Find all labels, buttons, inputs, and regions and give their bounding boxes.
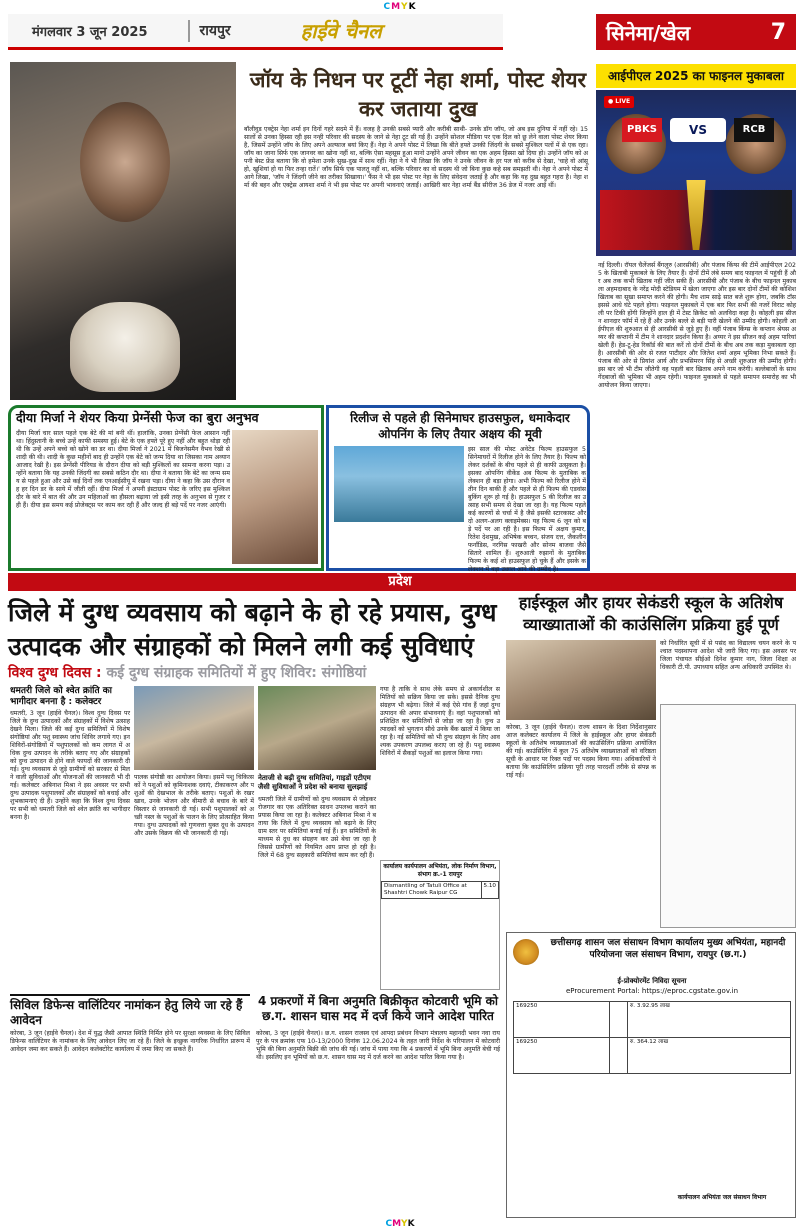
section-banner: [596, 14, 796, 50]
ad-url: eProcurement Portal: https://eproc.cgstate.gov.in: [565, 987, 739, 995]
deepa-body: दीया मिर्जा चार साल पहले एक बेटे की मां बनी थीं। हालांकि, उनका प्रेग्नेंसी फेज आसान नहीं था। हिंदुस्तानी के बच्चे उन्हें काफी समस्या हुई। बेटे के एक हफ्ते पूरे हुए नहीं और बहुत थोड़ा रही थी कि उन्हें अपने बच्चे को खोने का डर था। दीया मिर्जा ने 2021 में बिजनेसमैन वैभव रेखी से शादी की थी। शादी के कुछ महीनों बाद ही उन्होंने एक बेटे को जन्म दिया था जिसका नाम अव्यान आजाद रेखी है। इस प्रेग्नेंसी पीरियड के दौरान दीया को बड़ी मुश्किलों का सामना करना पड़ा। उन्होंने बताया कि यह उनकी जिंदगी का सबसे कठिन दौर था। दीया ने बताया कि बेटे का जन्म समय से पहले हुआ और उसे कई दिनों तक एनआईसीयू में रखना पड़ा। दीया ने कहा कि उस दौरान वह हर दिन डर के साये में जीती रहीं। दीया मिर्जा ने अपनी इंस्टाग्राम पोस्ट के जरिए इस मुश्किल दौर के बारे में बात की और उन महिलाओं का हौसला बढ़ाया जो इसी तरह के अनुभव से गुजर रही हैं। दीया इस समय कई प्रोजेक्ट्स पर काम कर रही हैं और जल्द ही बड़े पर्दे पर नजर आएंगी।: [16, 430, 230, 509]
government-emblem-icon: [513, 939, 539, 965]
ipl-body: नई दिल्ली। रॉयल चैलेंजर्स बैंगलुरु (आरसीबी) और पंजाब किंग्स की टीमें आईपीएल 2025 के खिताबी मुकाबले के लिए तैयार हैं। दोनों टीमें लंबे समय बाद फाइनल में पहुंची हैं और अब तक कभी खिताब नहीं जीत सकी हैं। आरसीबी और पंजाब के बीच फाइनल मुकाबला अहमदाबाद के नरेंद्र मोदी स्टेडियम में खेला जाएगा और इस बार दोनों टीमों की कोशिश खिताब का सूखा समाप्त करने की होगी। मैच शाम साढ़े सात बजे शुरू होगा, जबकि टॉस इससे आधे घंटे पहले होगा। फाइनल मुकाबले में एक बार फिर सभी की नजरें विराट कोहली पर टिकी होंगी जिन्होंने हाल ही में टेस्ट क्रिकेट को अलविदा कहा है। कोहली इस सीजन शानदार फॉर्म में रहे हैं और उनके बल्ले से बड़ी पारी खेलने की उम्मीद होगी। कोहली आईपीएल की शुरुआत से ही आरसीबी से जुड़े हुए हैं। वहीं पंजाब किंग्स के कप्तान श्रेयस अय्यर की कप्तानी में टीम ने शानदार प्रदर्शन किया है। अय्यर ने इस सीजन कई अहम पारियां खेली हैं। हेड-टू-हेड रिकॉर्ड की बात करें तो दोनों टीमों के बीच अब तक कड़ा मुकाबला रहा है। आरसीबी की ओर से रजत पाटीदार और जितेश शर्मा अहम भूमिका निभा सकते हैं। पंजाब की ओर से प्रियांश आर्य और प्रभसिमरन सिंह से अच्छी शुरुआत की उम्मीद होगी। इस बार जो भी टीम जीतेगी वह पहली बार खिताब अपने नाम करेगी। बल्लेबाजों के साथ गेंदबाजों की भूमिका भी अहम रहेगी। फाइनल मुकाबले से पहले समापन समारोह का भी आयोजन किया जाएगा।: [598, 262, 796, 389]
dairy-col3-body: धमतरी जिले में ग्रामीणों को दुग्ध व्यवसाय से जोड़कर रोजगार का एक अतिरिक्त साधन उपलब्ध कराने का प्रयास किया जा रहा है। कलेक्टर अबिनाश मिश्रा ने बताया कि जिले में दुग्ध व्यवसाय को बढ़ाने के लिए ग्राम स्तर पर समितियां बनाई गई हैं। इन समितियों के माध्यम से दूध का संग्रहण कर उसे बेचा जा रहा है जिससे ग्रामीणों को नियमित आय प्राप्त हो रही है। जिले में 68 दुग्ध सहकारी समितियां काम कर रही हैं।: [258, 796, 376, 859]
edition-city: रायपुर: [199, 23, 231, 39]
school-headline: हाईस्कूल और हायर सेकंडरी स्कूल के अतिशेष व्याख्याताओं की काउंसिलिंग प्रक्रिया हुई पूर्ण: [518, 593, 784, 634]
ad-row1-detail: [609, 1002, 627, 1038]
dairy-col2-body: पालक संगोष्ठी का आयोजन किया। इसमें पशु चिकित्सकों ने पशुओं को कृमिनाशक दवाएं, टीकाकरण और पशुओं की देखभाल के तरीके बताए। पशुओं के रखरखाव, उनके भोजन और बीमारी से बचाव के बारे में विस्तार से जानकारी दी गई। सभी पशुपालकों को अच्छी नस्ल के पशुओं के पालन के लिए प्रोत्साहित किया गया। दुग्ध उत्पादकों को गुणवत्ता युक्त दूध के उत्पादन और उसके विक्रय की भी जानकारी दी गई।: [134, 774, 254, 837]
team-b-label: RCB: [734, 118, 774, 142]
pwd-tender-notice: [380, 860, 500, 990]
dairy-photo-1: [134, 686, 254, 770]
neha-body: बॉलीवुड एक्ट्रेस नेहा शर्मा इन दिनों गहरे सदमे में हैं। वजह है उनकी सबसे प्यारी और करीबी साथी- उनके डॉग जॉय, जो अब इस दुनिया में नहीं रहे। 15 सालों से उनका हिस्सा रही इस नन्ही परिवार की सदस्य के जाने से नेहा टूट सी गई हैं। उन्होंने सोशल मीडिया पर एक दिल को छू लेने वाला पोस्ट शेयर किया है, जिसमें उन्होंने जॉय के लिए अपने अल्फाज बयां किए हैं। नेहा ने अपने पोस्ट में लिखा कि बीते हफ्ते उनकी जिंदगी के सबसे मुश्किल पलों में से एक रहा। जॉय का जाना सिर्फ एक जानवर का खोना नहीं था, बल्कि ऐसा महसूस हुआ मानो उन्होंने अपने जीवन का एक अहम हिस्सा खो दिया हो। उन्होंने जॉय को अपनी बेस्ट फ्रेंड बताया कि वो हमेशा उनके सुख-दुख में साथ रहीं। नेहा ने ये भी लिखा कि जॉय ने उनके जीवन के हर पल को करीब से देखा, 'चाहे वो आंसू हो, खुशियां हो या फिर तन्हा रातें।' जॉय सिर्फ एक पालतू नहीं था, बल्कि परिवार का वो सदस्य थी जो बिना कुछ कहे सब समझती थी। नेहा ने अपने पोस्ट में आगे लिखा, 'जॉय ने जिंदगी जीने का तरीका सिखाया।' फैंस ने भी इस पोस्ट पर नेहा के लिए संवेदना जताई है और कहा कि यह दुख बहुत गहरा है। नेहा शर्मा की बहन और एक्ट्रेस आयशा शर्मा ने भी इस पोस्ट पर अपनी भावनाएं जताईं। आखिरी बार नेहा शर्मा बैंड सीरीज 36 डेज में नजर आई थीं।: [244, 126, 588, 189]
ipl-photo: [596, 90, 796, 256]
kotwari-headline: 4 प्रकरणों में बिना अनुमति बिक्रीकृत कोटवारी भूमि को छ.ग. शासन घास मद में दर्ज किये जाने आदेश पारित: [258, 994, 498, 1023]
school-photo: [506, 640, 656, 720]
dairy-col4-body: गया है ताकि वे साथ लेके समय से अकार्यशील समितियों को सक्रिय किया जा सके। इससे दैनिक दुग्ध संग्रहण भी बढ़ेगा। जिले में कई ऐसे गांव हैं जहां दुग्ध उत्पादन की अपार संभावनाएं हैं। वहां पशुपालकों को प्रशिक्षित कर समितियों से जोड़ा जा रहा है। दुग्ध उत्पादकों को भुगतान सीधे उनके बैंक खातों में किया जा रहा है। नई समितियों को भी दुग्ध संग्रहण के लिए आवश्यक उपकरण उपलब्ध कराए जा रहे हैं। पशु स्वास्थ्य शिविरों में सैकड़ों पशुओं का इलाज किया गया।: [380, 686, 500, 757]
civil-defence-body: कोरबा, 3 जून (हाईवे चैनल)। देश में युद्ध जैसी आपात स्थिति निर्मित होने पर सुरक्षा व्यवस्था के लिए सिविल डिफेन्स वालिंटियर के नामांकन के लिए आवेदन लिए जा रहे हैं। जिले के इच्छुक नागरिक निर्धारित प्रारूप में आवेदन जमा कर सकते हैं। आवेदन कलेक्टोरेट कार्यालय में जमा किए जा सकते हैं।: [10, 1030, 250, 1053]
dairy-headline: जिले में दुग्ध व्यवसाय को बढ़ाने के हो रहे प्रयास, दुग्ध उत्पादक और संग्राहकों को मिलने लगी कई सुविधाएं: [8, 598, 497, 661]
masthead-divider: [188, 20, 190, 42]
civil-defence-headline: सिविल डिफेन्स वालिंटियर नामांकन हेतु लिये जा रहे हैं आवेदन: [10, 994, 250, 1028]
ad-row1-value: रु. 3.92.95 लाख: [627, 1002, 790, 1038]
ad-row1-number: 169250: [514, 1002, 610, 1038]
ad-row2-value: रु. 364.12 लाख: [627, 1038, 790, 1074]
school-body: कोरबा, 3 जून (हाईवे चैनल)। राज्य शासन के दिशा निर्देशानुसार आज कलेक्टर कार्यालय में जिले के हाईस्कूल और हायर सेकंडरी स्कूलों के अतिशेष व्याख्याताओं की काउंसिलिंग प्रक्रिया आयोजित की गई। काउंसिलिंग में कुल 75 अतिशेष व्याख्याताओं को वरिष्ठता सूची के आधार पर रिक्त पदों पर पदस्थ किया गया। अधिकारियों ने बताया कि काउंसिलिंग प्रक्रिया पूरी तरह पारदर्शी तरीके से संपन्न कराई गई।: [506, 724, 656, 779]
dairy-subhead-text: कई दुग्ध संग्राहक समितियों में हुए शिविर: संगोष्ठियां: [106, 665, 367, 681]
kotwari-body: कोरबा, 3 जून (हाईवे चैनल)। छ.ग. शासन राजस्व एवं आपदा प्रबंधन विभाग मंत्रालय महानदी भवन नवा रायपुर के पत्र क्रमांक एफ 10-13/2000 दिनांक 12.06.2024 के तहत जारी निर्देश के परिपालन में कोटवारी भूमि की बिना अनुमति बिक्री की जांच की गई। जांच में पाया गया कि 4 प्रकरणों में भूमि बिना अनुमति बेची गई थी। इसलिए इन भूमियों को छ.ग. शासन घास मद में दर्ज करने का आदेश पारित किया गया है।: [256, 1030, 500, 1061]
school-right-body: को निर्धारित सूची में से पसंद का विद्यालय चयन करने के पश्चात पदस्थापना आदेश भी जारी किए गए। इस अवसर पर जिला पंचायत सीईओ दिनेश कुमार नाग, जिला शिक्षा अधिकारी टी.पी. उपाध्याय सहित अन्य अधिकारी उपस्थित थे।: [660, 640, 796, 671]
akshay-photo: [334, 446, 464, 522]
ad-table: [513, 1001, 791, 1074]
ipl-headline: आईपीएल 2025 का फाइनल मुकाबला: [596, 64, 796, 88]
akshay-headline: रिलीज से पहले ही सिनेमाघर हाउसफुल, धमाकेदार ओपनिंग के लिए तैयार अक्षय की मूवी: [350, 411, 570, 441]
water-resources-ad: [506, 932, 796, 1218]
school-notice: [660, 704, 796, 928]
ad-row2-number: 169250: [514, 1038, 610, 1074]
page-number: 7: [770, 19, 786, 45]
dog-figure: [70, 302, 180, 392]
cmyk-marker-bottom: CMYK: [385, 1219, 415, 1229]
pradesh-label: प्रदेश: [388, 574, 412, 589]
neha-photo: [10, 62, 236, 400]
tender-table: [381, 881, 499, 899]
section-name: सिनेमा/खेल: [606, 20, 691, 45]
tender-amount: 5.10: [481, 882, 498, 899]
issue-date: मंगलवार 3 जून 2025: [32, 24, 148, 40]
neha-headline: जॉय के निधन पर टूटीं नेहा शर्मा, पोस्ट शेयर कर जताया दुख: [249, 68, 587, 121]
team-a-label: PBKS: [622, 118, 662, 142]
dairy-col3-subhead: नेताजी से बढ़ी दुग्ध समितियां, गाइडों एटीएम जैसी सुविधाओं ने प्रदेश को बनाया सुलझाई: [258, 774, 371, 791]
dairy-subhead: [8, 664, 500, 682]
dairy-photo-2: [258, 686, 376, 770]
vs-label: VS: [670, 118, 726, 142]
ad-signature: कार्यपालन अभियंता जल संसाधन विभाग: [677, 1194, 767, 1201]
cmyk-marker-top: CMYK: [383, 2, 417, 12]
tender-work-name: Dismantling of Tatuli Office at Shashtri Chowk Raipur CG: [382, 882, 482, 899]
actress-figure: [80, 102, 170, 222]
deepa-headline: दीया मिर्जा ने शेयर किया प्रेग्नेंसी फेज का बुरा अनुभव: [16, 410, 259, 425]
ad-row2-detail: [609, 1038, 627, 1074]
collector-subhead: धमतरी जिले को श्वेत क्रांति का भागीदार बनना है : कलेक्टर: [10, 686, 112, 707]
akshay-body: इस साल की मोस्ट अवेटेड फिल्म हाउसफुल 5 सिनेमाघरों में रिलीज होने के लिए तैयार है। फिल्म को लेकर दर्शकों के बीच पहले से ही काफी उत्सुकता है। इसका ओपनिंग वीकेंड अब फिल्म के मुताबिक कलेक्शन ही बड़ा होगा। अभी फिल्म को रिलीज होने में तीन दिन बाकी हैं और पहले से ही फिल्म की एडवांस बुकिंग शुरू हो गई है। हाउसफुल 5 की रिलीज का उत्साह सभी समय से देखा जा रहा है। यह फिल्म पहले कई कारणों से चर्चा में है जैसे इसकी स्टारकास्ट और दो अलग-अलग क्लाइमेक्स। यह फिल्म 6 जून को बड़े पर्दे पर आ रही है। इस फिल्म में अक्षय कुमार, रितेश देशमुख, अभिषेक बच्चन, संजय दत्त, जैकलीन फर्नांडिस, नरगिस फाखरी और सोनम बाजवा जैसे सितारे शामिल हैं। शुरुआती रुझानों के मुताबिक फिल्म के कई शो हाउसफुल हो चुके हैं और इसके कलेक्शन में बड़ा उछाल आने की उम्मीद है।: [468, 446, 586, 573]
ad-subtitle: ई-प्रोक्योरमेंट निविदा सूचना: [617, 977, 687, 985]
dairy-subhead-label: विश्व दुग्ध दिवस :: [8, 665, 102, 681]
collector-body: धमतरी, 3 जून (हाईवे चैनल)। विश्व दुग्ध दिवस पर जिले के दुग्ध उत्पादकों और संग्राहकों में विशेष उत्साह देखने मिला। जिले की कई दुग्ध समितियों में विशेष संगोष्ठियां और पशु स्वास्थ्य जांच शिविर लगाये गए। इन शिविरों-संगोष्ठियों में पशुपालकों को कम लागत में अधिक दुग्ध उत्पादन के तरीके बताए गए और संग्राहकों को दुग्ध उत्पादन से होने वाले फायदों की जानकारी दी गई। दुग्ध व्यवसाय से जुड़े ग्रामीणों को सरकार से मिलने वाली सुविधाओं और योजनाओं की जानकारी भी दी गई। कलेक्टर अबिनाश मिश्रा ने इस अवसर पर सभी दुग्ध उत्पादक पशुपालकों और संग्राहकों को बधाई और शुभकामनाएं दी हैं। उन्होंने कहा कि विश्व दुग्ध दिवस पर सभी को धमतरी जिले को श्वेत क्रांति का भागीदार बनना है।: [10, 710, 130, 821]
tender-title: कार्यालय कार्यपालन अभियंता, लोक निर्माण विभाग, संभाग क्र.-1 रायपुर: [383, 863, 497, 878]
newspaper-brand: हाईवे चैनल: [300, 19, 382, 43]
ad-title: छत्तीसगढ़ शासन जल संसाधन विभाग कार्यालय मुख्य अभियंता, महानदी परियोजना जल संसाधन विभाग, रायपुर (छ.ग.): [550, 938, 786, 960]
masthead: [8, 14, 503, 50]
live-badge: ● LIVE: [604, 96, 634, 108]
deepa-photo: [232, 430, 318, 564]
